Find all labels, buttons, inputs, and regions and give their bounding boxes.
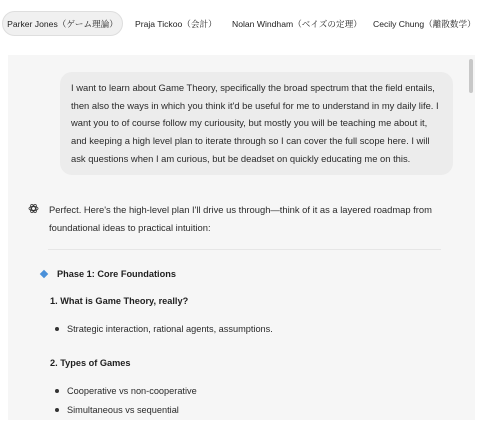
user-message: I want to learn about Game Theory, specifically the broad spectrum that the field entails, then also the ways in which you think it'd be useful for me to understand in my daily life. I want you to of course follow my curiousity, but mostly you will be teaching me about it, and keeping a high level plan to iterate through so I can cover the full scope here. I will ask questions when I am curious, but be deadset on quickly educating me on this. bbox=[60, 72, 453, 175]
section-heading-1: 1. What is Game Theory, really? bbox=[50, 296, 189, 306]
assistant-intro: Perfect. Here's the high-level plan I'll drive us through—think of it as a layered roadmap from foundational ideas to practical intuition: bbox=[49, 204, 432, 233]
blue-diamond-icon bbox=[40, 270, 48, 278]
phase-title bbox=[41, 269, 176, 279]
phase-title-text: Phase 1: Core Foundations bbox=[57, 269, 176, 279]
bullet-dot-icon bbox=[55, 408, 59, 412]
tab-bar bbox=[0, 0, 480, 44]
list-item-text: Strategic interaction, rational agents, assumptions. bbox=[67, 324, 273, 334]
list-item bbox=[55, 324, 273, 334]
list-item bbox=[55, 386, 197, 396]
list-item-text: Simultaneous vs sequential bbox=[67, 405, 179, 415]
tab-parker-jones[interactable]: Parker Jones（ゲーム理論） bbox=[2, 11, 123, 36]
chat-panel bbox=[8, 55, 475, 420]
tab-praja-tickoo[interactable]: Praja Tickoo（会計） bbox=[135, 18, 217, 29]
tab-cecily-chung[interactable]: Cecily Chung（離散数学） bbox=[373, 18, 476, 29]
list-item-text: Cooperative vs non-cooperative bbox=[67, 386, 197, 396]
list-item bbox=[55, 405, 179, 415]
bullet-dot-icon bbox=[55, 327, 59, 331]
section-heading-2: 2. Types of Games bbox=[50, 358, 131, 368]
bullet-dot-icon bbox=[55, 389, 59, 393]
openai-logo-icon bbox=[28, 203, 39, 214]
divider bbox=[48, 249, 441, 250]
scrollbar[interactable] bbox=[469, 59, 473, 93]
tab-nolan-windham[interactable]: Nolan Windham（ベイズの定理） bbox=[232, 18, 362, 29]
